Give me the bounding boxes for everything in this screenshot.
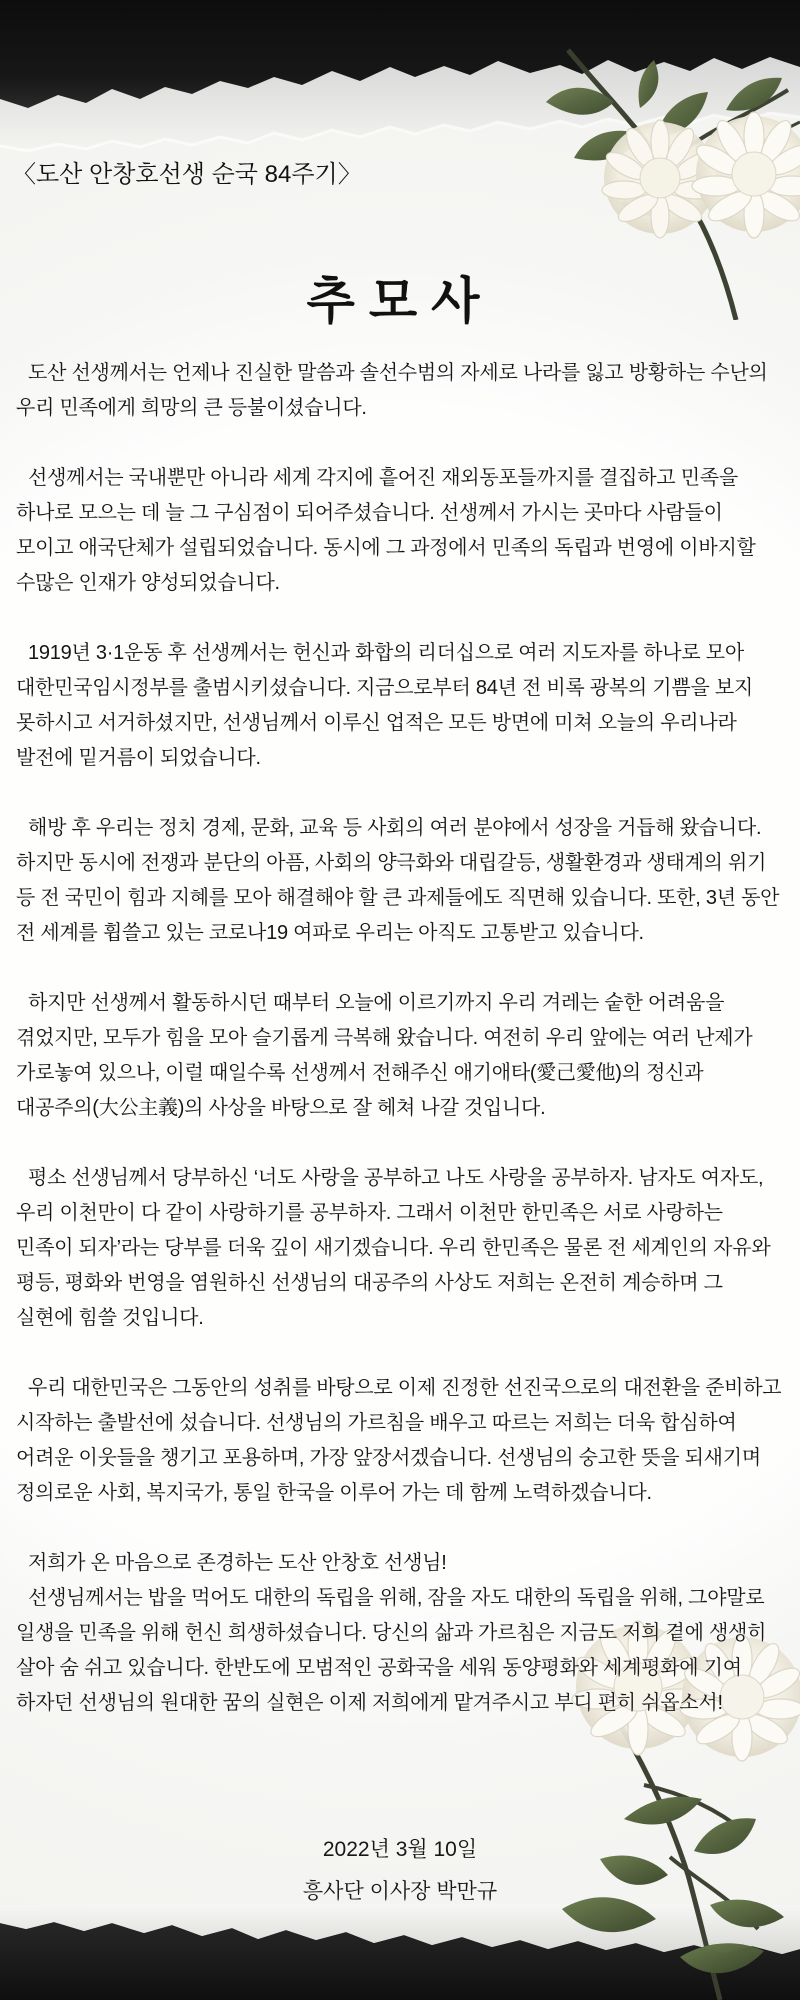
- page-title: 추모사: [306, 271, 494, 330]
- paragraph-7: 우리 대한민국은 그동안의 성취를 바탕으로 이제 진정한 선진국으로의 대전환을 준비하고 시작하는 출발선에 섰습니다. 선생님의 가르침을 배우고 따르는 저희는 더욱 합심하여 어려운 이웃들을 챙기고 포용하며, 가장 앞장서겠습니다. 선생님의 숭고한 뜻을 되새기며 정의로운 사회, 복지국가, 통일 한국을 이루어 가는 데 함께 노력하겠습니다.: [16, 1377, 782, 1504]
- paragraph-5: 하지만 선생께서 활동하시던 때부터 오늘에 이르기까지 우리 겨레는 숱한 어려움을 겪었지만, 모두가 힘을 모아 슬기롭게 극복해 왔습니다. 여전히 우리 앞에는 여러 난제가 가로놓여 있으나, 이럴 때일수록 선생께서 전해주신 애기애타(愛己愛他)의 정신과 대공주의(大公主義)의 사상을 바탕으로 잘 헤쳐 나갈 것입니다.: [16, 992, 753, 1119]
- paragraph-1: 도산 선생께서는 언제나 진실한 말씀과 솔선수범의 자세로 나라를 잃고 방황하는 수난의 우리 민족에게 희망의 큰 등불이셨습니다.: [16, 362, 768, 419]
- address-line: 저희가 온 마음으로 존경하는 도산 안창호 선생님!: [28, 1552, 447, 1574]
- memorial-subtitle: 〈도산 안창호선생 순국 84주기〉: [12, 161, 362, 188]
- signer-line: 흥사단 이사장 박만규: [302, 1880, 498, 1903]
- paragraph-3: 1919년 3·1운동 후 선생께서는 헌신과 화합의 리더십으로 여러 지도자를 하나로 모아 대한민국임시정부를 출범시키셨습니다. 지금으로부터 84년 전 비록 광복의 기쁨을 보지 못하시고 서거하셨지만, 선생님께서 이루신 업적은 모든 방면에 미쳐 오늘의 우리나라 발전에 밑거름이 되었습니다.: [16, 642, 753, 769]
- paragraph-4: 해방 후 우리는 정치 경제, 문화, 교육 등 사회의 여러 분야에서 성장을 거듭해 왔습니다. 하지만 동시에 전쟁과 분단의 아픔, 사회의 양극화와 대립갈등, 생활환경과 생태계의 위기 등 전 국민이 힘과 지혜를 모아 해결해야 할 큰 과제들에도 직면해 있습니다. 또한, 3년 동안 전 세계를 휩쓸고 있는 코로나19 여파로 우리는 아직도 고통받고 있습니다.: [16, 817, 780, 944]
- signature-block: [0, 1829, 800, 1913]
- paragraph-6: 평소 선생님께서 당부하신 ‘너도 사랑을 공부하고 나도 사랑을 공부하자. 남자도 여자도, 우리 이천만이 다 같이 사랑하기를 공부하자. 그래서 이천만 한민족은 서로 사랑하는 민족이 되자’라는 당부를 더욱 깊이 새기겠습니다. 우리 한민족은 물론 전 세계인의 자유와 평등, 평화와 번영을 염원하신 선생님의 대공주의 사상도 저희는 온전히 계승하며 그 실현에 힘쓸 것입니다.: [16, 1167, 771, 1329]
- memorial-body: [16, 356, 783, 1721]
- closing-paragraph: 선생님께서는 밥을 먹어도 대한의 독립을 위해, 잠을 자도 대한의 독립을 위해, 그야말로 일생을 민족을 위해 헌신 희생하셨습니다. 당신의 삶과 가르침은 지금도 저희 곁에 생생히 살아 숨 쉬고 있습니다. 한반도에 모범적인 공화국을 세워 동양평화와 세계평화에 기여 하자던 선생님의 원대한 꿈의 실현은 이제 저희에게 맡겨주시고 부디 편히 쉬옵소서!: [16, 1587, 767, 1714]
- date-line: 2022년 3월 10일: [322, 1838, 478, 1861]
- paragraph-2: 선생께서는 국내뿐만 아니라 세계 각지에 흩어진 재외동포들까지를 결집하고 민족을 하나로 모으는 데 늘 그 구심점이 되어주셨습니다. 선생께서 가시는 곳마다 사람들이 모이고 애국단체가 설립되었습니다. 동시에 그 과정에서 민족의 독립과 번영에 이바지할 수많은 인재가 양성되었습니다.: [16, 467, 756, 594]
